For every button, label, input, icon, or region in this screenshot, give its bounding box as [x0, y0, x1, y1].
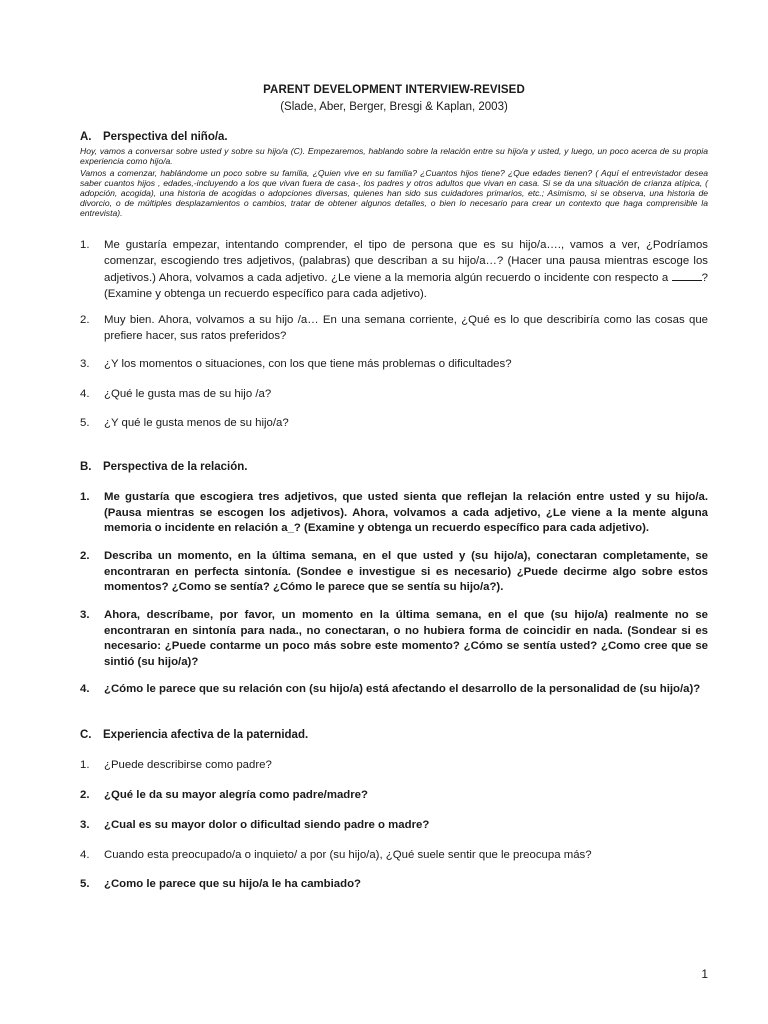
question-text: ¿Como le parece que su hijo/a le ha cambiado? — [104, 878, 361, 890]
section-a-heading — [80, 131, 228, 143]
question-number: 4. — [80, 849, 90, 861]
question-text: Cuando esta preocupado/a o inquieto/ a por (su hijo/a), ¿Qué suele sentir que le preocupa más? — [104, 849, 592, 861]
document-title: PARENT DEVELOPMENT INTERVIEW-REVISED — [263, 84, 525, 96]
section-a-letter: A. — [80, 131, 92, 143]
question-text-cont: ? (Examine y obtenga un recuerdo específico para cada adjetivo). — [104, 272, 708, 300]
question-number: 3. — [80, 609, 90, 621]
section-a-question-2 — [80, 313, 708, 344]
section-b-question-4 — [80, 682, 708, 698]
question-number: 1. — [80, 759, 90, 771]
section-a-question-4 — [80, 387, 708, 403]
page-number: 1 — [701, 967, 708, 981]
section-c-question-3 — [80, 818, 708, 834]
question-text: ¿Cual es su mayor dolor o dificultad siendo padre o madre? — [104, 819, 430, 831]
section-a-title: Perspectiva del niño/a. — [103, 131, 228, 143]
section-b-heading — [80, 461, 247, 473]
section-b-title: Perspectiva de la relación. — [103, 461, 248, 473]
section-b-question-1 — [80, 490, 708, 537]
section-c-question-5 — [80, 877, 708, 893]
question-text: ¿Qué le gusta mas de su hijo /a? — [104, 388, 272, 400]
section-a-intro-2: Vamos a comenzar, hablándome un poco sobre su familia, ¿Quien vive en su familia? ¿Cuantos hijos tiene? ¿Que edades tienen? ( Aquí el entrevistador desea saber cuantos hijos , edades,-incluyendo a los que vivan fuera de casa-, los padres y otros adultos que vivan en casa. Si se da una situación de crianza atípica, ( adopción, acogida), una historia de acogidas o adopciones diversas, quienes han sido sus cuidadores primarios, etc.; Asimismo, si se observa, una historia de divorcio, o de múltiples desplazamientos o cambios, tratar de obtener algunos detalles, o bien lo necesario para crear un contexto que haga comprensible la entrevista). — [80, 168, 708, 218]
question-number: 3. — [80, 358, 90, 370]
question-number: 2. — [80, 550, 90, 562]
question-text: Ahora, descríbame, por favor, un momento en la última semana, en el que (su hijo/a) realmente no se encontraran en sintonía para nada., no conectaran, o no hubiera forma de coincidir en nada. (Sondear si es necesario: ¿Puede contarme un poco más sobre este momento? ¿Cómo se sentía usted? ¿Como cree que se sintió (su hijo/a)? — [104, 609, 708, 668]
question-number: 5. — [80, 417, 90, 429]
question-number: 1. — [80, 491, 90, 503]
section-a-question-3 — [80, 357, 708, 373]
question-text: ¿Y qué le gusta menos de su hijo/a? — [104, 417, 289, 429]
question-number: 5. — [80, 878, 90, 890]
question-text: ¿Qué le da su mayor alegría como padre/madre? — [104, 789, 368, 801]
section-a-question-1 — [80, 238, 708, 302]
section-a-intro-1: Hoy, vamos a conversar sobre usted y sobre su hijo/a (C). Empezaremos, hablando sobre la relación entre su hijo/a y usted, y luego, un poco acerca de su propia experiencia como hijo/a. — [80, 146, 708, 166]
question-text: ¿Cómo le parece que su relación con (su hijo/a) está afectando el desarrollo de la personalidad de (su hijo/a)? — [104, 683, 701, 695]
section-b-letter: B. — [80, 461, 92, 473]
question-text: Me gustaría empezar, intentando comprender, el tipo de persona que es su hijo/a…., vamos a ver, ¿Podríamos comenzar, escogiendo tres adjetivos, (palabras) que describan a su hijo/a…? (Hacer una pausa mientras escoge los adjetivos.) Ahora, volvamos a cada adjetivo. ¿Le viene a la memoria algún recuerdo o incidente con respecto a — [104, 239, 708, 284]
question-number: 1. — [80, 239, 90, 251]
section-c-question-4 — [80, 848, 708, 864]
document-authors: (Slade, Aber, Berger, Bresgi & Kaplan, 2003) — [280, 101, 508, 113]
answer-blank-line — [672, 269, 702, 281]
question-number: 2. — [80, 314, 90, 326]
question-number: 2. — [80, 789, 90, 801]
question-number: 4. — [80, 683, 90, 695]
section-a-question-5 — [80, 416, 708, 432]
section-c-heading — [80, 729, 308, 741]
document-page — [80, 0, 708, 1024]
question-text: ¿Y los momentos o situaciones, con los que tiene más problemas o dificultades? — [104, 358, 512, 370]
question-number: 3. — [80, 819, 90, 831]
question-number: 4. — [80, 388, 90, 400]
section-c-letter: C. — [80, 729, 92, 741]
section-c-question-1 — [80, 758, 708, 774]
question-text: Muy bien. Ahora, volvamos a su hijo /a… En una semana corriente, ¿Qué es lo que describiría como las cosas que prefiere hacer, sus ratos preferidos? — [104, 314, 708, 342]
section-c-title: Experiencia afectiva de la paternidad. — [103, 729, 309, 741]
question-text: Me gustaría que escogiera tres adjetivos, que usted sienta que reflejan la relación entre usted y su hijo/a. (Pausa mientras se escogen los adjetivos). Ahora, volvamos a cada adjetivo, ¿Le viene a la mente alguna memoria o incidente en relación a_? (Examine y obtenga un recuerdo específico para cada adjetivo). — [104, 491, 708, 534]
question-text: Describa un momento, en la última semana, en el que usted y (su hijo/a), conectaran completamente, se encontraran en perfecta sintonía. (Sondee e investigue si es necesario) ¿Puede decirme algo sobre estos momentos? ¿Como se sentía? ¿Cómo le parece que se sentía su hijo/a?). — [104, 550, 708, 593]
section-b-question-3 — [80, 608, 708, 670]
question-text: ¿Puede describirse como padre? — [104, 759, 272, 771]
section-c-question-2 — [80, 788, 708, 804]
section-b-question-2 — [80, 549, 708, 596]
